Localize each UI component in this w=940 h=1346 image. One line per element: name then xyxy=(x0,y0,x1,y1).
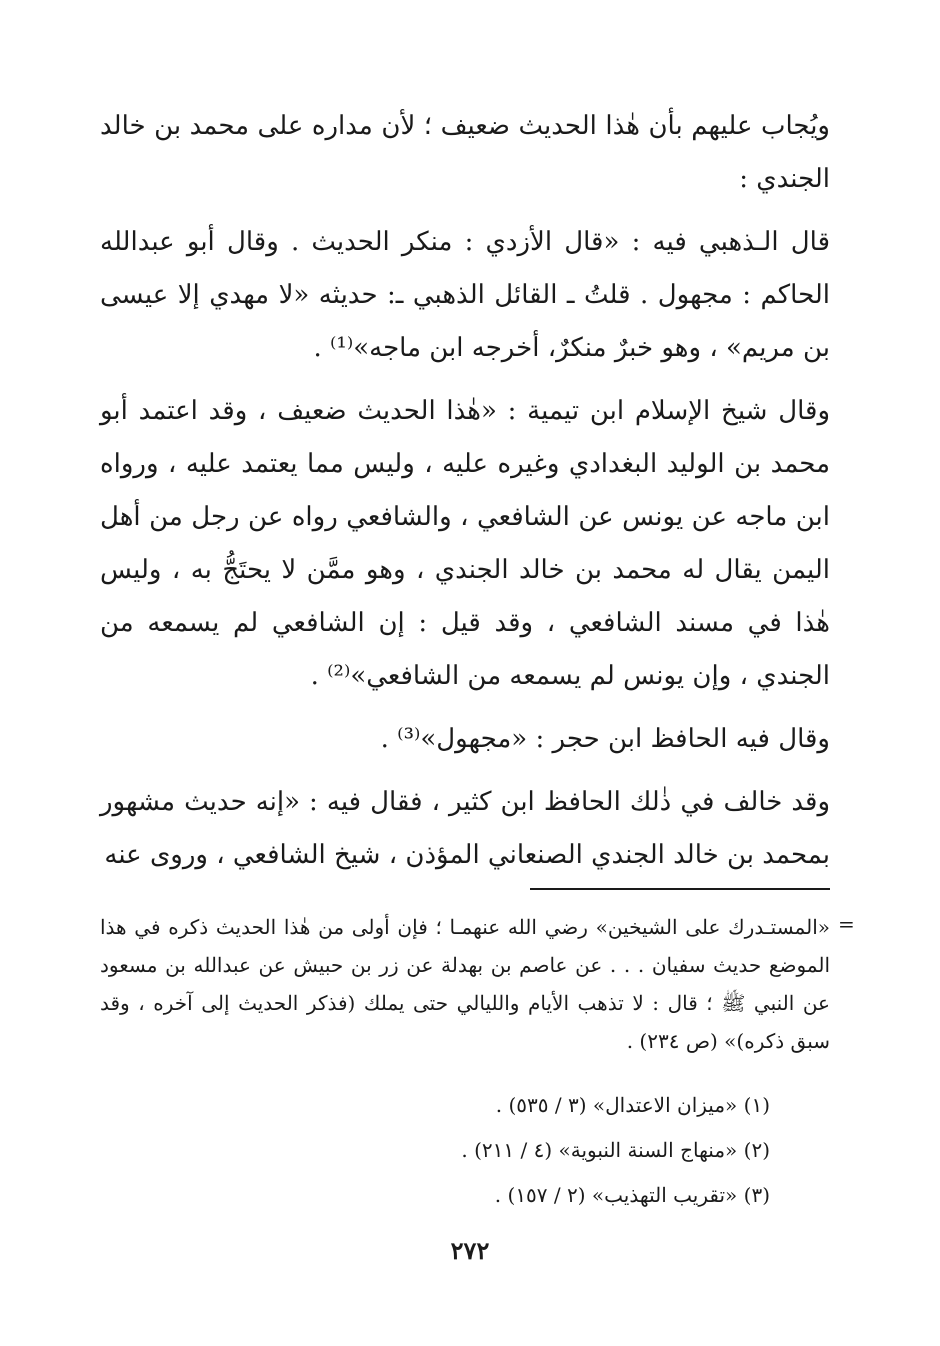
paragraph-1: ويُجاب عليهم بأن هٰذا الحديث ضعيف ؛ لأن مداره على محمد بن خالد الجندي : xyxy=(100,111,830,194)
footnote-1: (١) «ميزان الاعتدال» (٣ / ٥٣٥) . xyxy=(495,1093,770,1117)
footnote-2: (٢) «منهاج السنة النبوية» (٤ / ٢١١) . xyxy=(461,1138,770,1162)
paragraph-3: وقال شيخ الإسلام ابن تيمية : «هٰذا الحديث ضعيف ، وقد اعتمد أبو محمد بن الوليد البغدادي وغيره عليه ، وليس مما يعتمد عليه ، ورواه ابن ماجه عن يونس عن الشافعي ، والشافعي رواه عن رجل من أهل اليمن يقال له محمد بن خالد الجندي ، وهو ممَّن لا يحتَجُّ به ، وليس هٰذا في مسند الشافعي ، وقد قيل : إن الشافعي لم يسمعه من الجندي ، وإن يونس لم يسمعه من الشافعي»⁽²⁾ . xyxy=(100,396,830,691)
footnote-separator xyxy=(530,888,830,890)
footnote-list xyxy=(300,1083,770,1218)
paragraph-5: وقد خالف في ذٰلك الحافظ ابن كثير ، فقال فيه : «إنه حديث مشهور بمحمد بن خالد الجندي الصنعاني المؤذن ، شيخ الشافعي ، وروى عنه xyxy=(100,787,830,870)
main-text xyxy=(100,100,830,882)
footnote-continuation-marker: = xyxy=(838,912,855,936)
footnote-continuation xyxy=(100,908,830,1060)
paragraph-2: قال الـذهبي فيه : «قال الأزدي : منكر الحديث . وقال أبو عبدالله الحاكم : مجهول . قلتُ ـ القائل الذهبي ـ: حديثه «لا مهدي إلا عيسى بن مريم» ، وهو خبرٌ منكرٌ، أخرجه ابن ماجه»⁽¹⁾ . xyxy=(100,227,830,363)
paragraph-4: وقال فيه الحافظ ابن حجر : «مجهول»⁽³⁾ . xyxy=(380,724,830,754)
page-number: ٢٧٢ xyxy=(450,1236,490,1265)
footnote-continuation-text: «المستـدرك على الشيخين» رضي الله عنهمـا ؛ فإن أولى من هٰذا الحديث ذكره في هذا الموضع حديث سفيان . . . عن عاصم بن بهدلة عن زر بن حبيش عن عبدالله بن مسعود عن النبي ﷺ ؛ قال : لا تذهب الأيام والليالي حتى يملك (فذكر الحديث إلى آخره ، وقد سبق ذكره)» (ص ٢٣٤) . xyxy=(100,915,831,1053)
footnote-3: (٣) «تقريب التهذيب» (٢ / ١٥٧) . xyxy=(494,1183,770,1207)
